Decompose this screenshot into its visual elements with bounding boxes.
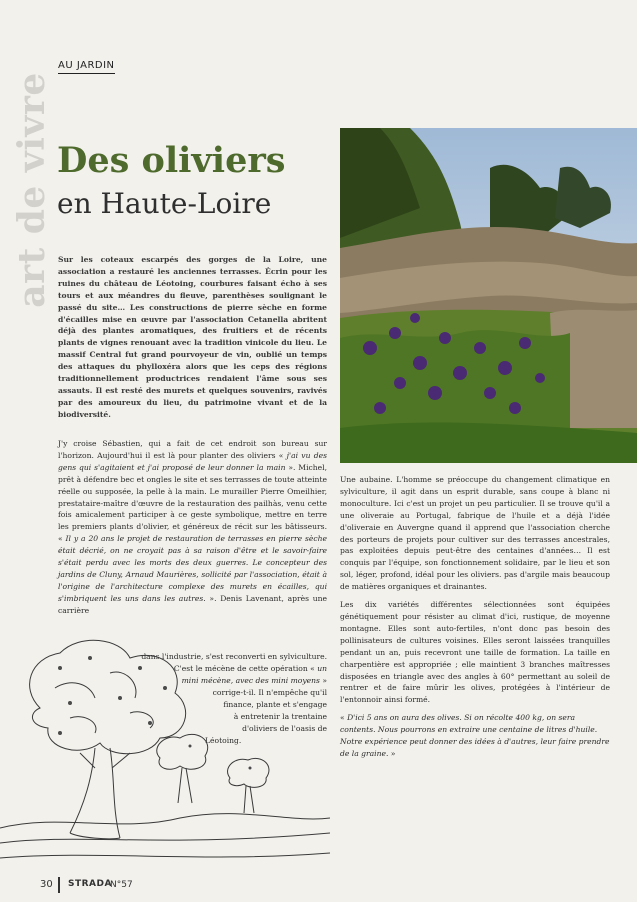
intro-paragraph: Sur les coteaux escarpés des gorges de la Loire, une association a restauré les anciennes terrasses. Écrin pour les ruines du château de Léotoing, courbures faisant écho à ses tours et aux méandres du fleuve, parenthèses soulignant le passé du site… Les constructions de pierre sèche en forme d'écailles mise en œuvre par l'association Cetanella abritent déjà des plantes aromatiques, des fruitiers et de récents plants de vignes renouant avec la tradition vinicole du lieu. Le massif Central fut grand pourvoyeur de vin, oublié un temps des attaques du phylloxéra alors que les ceps des régions traditionnellement productrices rendaient l'âme sous ses assauts. Il est resté des murets et quelques souvenirs, ravivés par des amoureux du lieu, du patrimoine vivant et de la biodiversité.	[58, 255, 327, 419]
left-indent-line-8: Léotoing.	[205, 736, 242, 745]
left-indent-line-3: mini mécène, avec des mini moyens »	[181, 676, 327, 685]
issue-number: N°57	[110, 880, 133, 890]
left-text-1: J'y croise Sébastien, qui a fait de cet endroit son bureau sur l'horizon. Aujourd'hui il est là pour planter des oliviers «	[58, 439, 327, 460]
olive-tree-drawing	[0, 628, 330, 878]
left-quote-2: Il y a 20 ans le projet de restauration de terrasses en pierre sèche était décrié, on ne croyait pas à sa raison d'être et le savoir-faire s'était perdu avec les morts des deux guerres. Le concepteur des jardins de Cluny, Arnaud Maurières, sollicité par l'association, était à l'origine de l'architecture complexe des murets en écailles, qui s'imbriquent les uns dans les autres.	[58, 534, 328, 603]
left-text-2: ». Michel, prêt à défendre bec et ongles le site et ses terrasses de toute atteinte réelle ou supposée, la pelle à la main. Le murailler Pierre Omeilhier, prestataire-maître d'œuvre de la restauration des pailhàs, venu cette fois amicalement participer à ce geste symbolique, mettre en terre les premiers plants d'olivier, et généreux de récit sur les bâtisseurs. «	[58, 462, 327, 544]
left-indent-line-7: d'oliviers de l'oasis de	[242, 724, 327, 733]
right-column-text	[340, 474, 610, 766]
left-indent-line-5: finance, plante et s'engage	[223, 700, 327, 709]
side-word-text: art de vivre	[11, 72, 53, 308]
left-text-3: ». Denis Lavenant, après une carrière	[58, 593, 327, 615]
left-column-text	[58, 438, 327, 617]
left-indent-line-2: C'est le mécène de cette opération « un	[173, 664, 327, 673]
left-indent-line-1: dans l'industrie, s'est reconverti en sylviculture.	[141, 652, 327, 661]
right-paragraph-1: Une aubaine. L'homme se préoccupe du changement climatique en sylviculture, il agit dans un esprit durable, sans coupe à blanc ni monoculture. Ici c'est un projet un peu particulier. Il se trouve qu'il a une oliveraie au Portugal, fabrique de l'huile et a déjà l'idée d'oliveraie en Auvergne quand il apprend que l'association cherche des porteurs de projets pour cultiver sur des terrasses ancestrales, pas exploitées depuis peut-être des centaines d'années… Il est conquis par l'équipe, son fonctionnement solidaire, par le lieu et son sol, léger, profond, idéal pour les oliviers. pas d'argile mais beaucoup de matières organiques et drainantes.	[340, 475, 610, 592]
left-indent-line-4: corrige-t-il. Il n'empêche qu'il	[212, 688, 327, 697]
olive-tree-sketch	[0, 628, 330, 878]
section-label: AU JARDIN	[58, 60, 115, 74]
article-title-line2: en Haute-Loire	[57, 187, 272, 220]
footer-divider	[58, 877, 60, 893]
article-title: Des oliviers	[57, 140, 286, 181]
left-quote-1: j'ai vu des gens qui s'agitaient et j'ai proposé de leur donner la main	[58, 450, 327, 472]
garden-photo	[340, 128, 637, 463]
left-indent-line-6: à entretenir la trentaine	[233, 712, 327, 721]
section-side-word	[12, 60, 52, 320]
iris-terrace-illustration	[340, 128, 637, 463]
magazine-name: STRADA	[68, 879, 112, 889]
right-paragraph-2: Les dix variétés différentes sélectionnées sont équipées génétiquement pour résister au climat d'ici, rustique, de moyenne montagne. Elles sont auto-fertiles, n'ont donc pas besoin des pollinisateurs de cultures voisines. Elles seront laissées tranquilles pendant un an, puis recevront une taille de formation. La taille en charpentière est appropriée ; elle maintient 3 branches maîtresses disposées en triangle avec des angles à 60° permettant au soleil de rentrer et de faire mûrir les olives, protégées à l'intérieur de l'entonnoir ainsi formé.	[340, 600, 610, 705]
page-number: 30	[40, 879, 53, 890]
right-quote: « D'ici 5 ans on aura des olives. Si on récolte 400 kg, on sera contents. Nous pourrons en extraire une centaine de litres d'huile. Notre expérience peut donner des idées à d'autres, leur faire prendre de la graine. »	[340, 713, 610, 758]
